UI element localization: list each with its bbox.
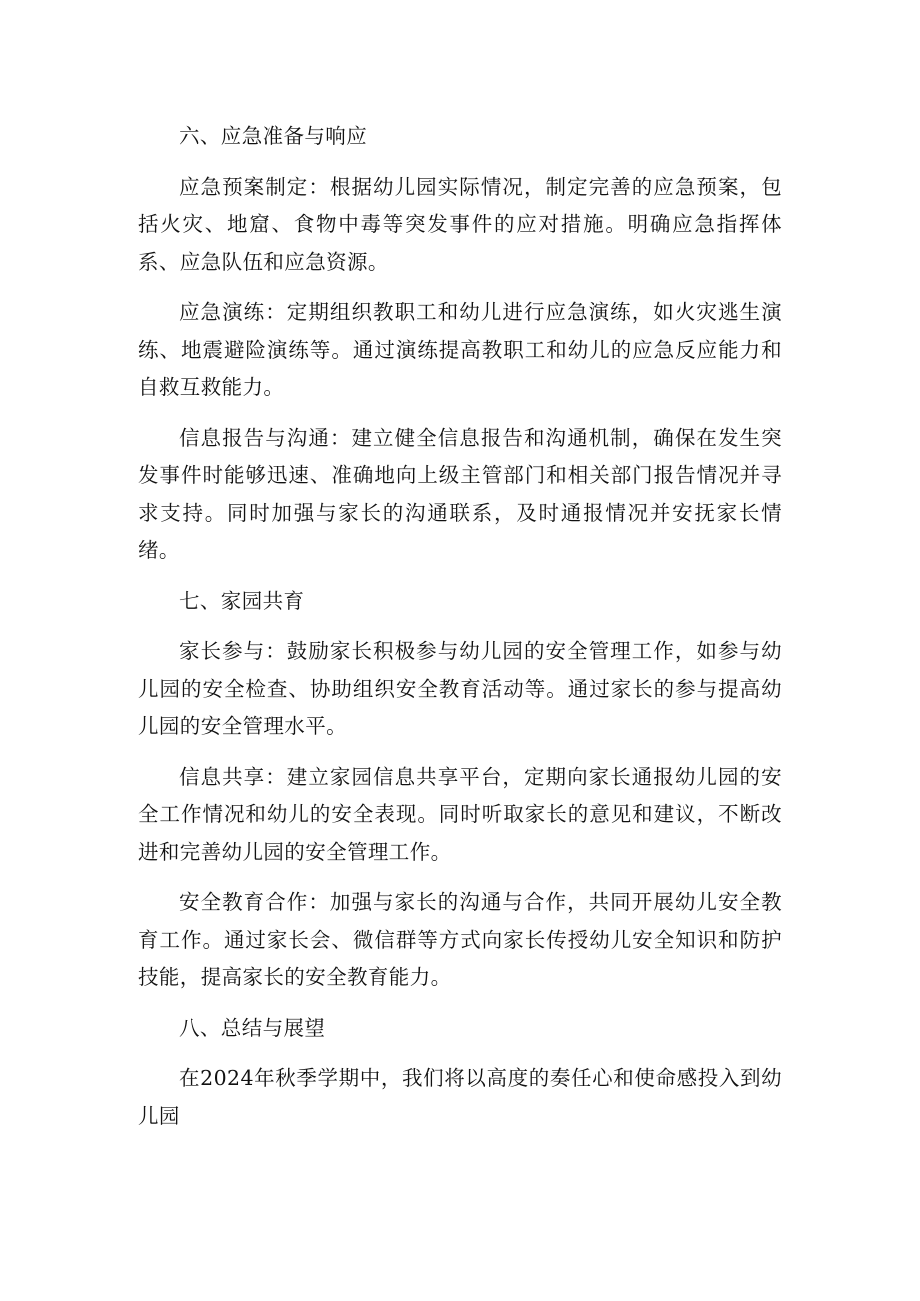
paragraph: 在2024年秋季学期中，我们将以高度的奏任心和使命感投入到幼儿园 — [138, 1066, 782, 1128]
paragraph: 信息报告与沟通：建立健全信息报告和沟通机制，确保在发生突发事件时能够迅速、准确地向上级主管部门和相关部门报告情况并寻求支持。同时加强与家长的沟通联系，及时通报情况并安抚家长情绪。 — [138, 425, 782, 562]
section-heading: 七、家园共育 — [179, 588, 305, 613]
paragraph: 应急演练：定期组织教职工和幼儿进行应急演练，如火灾逃生演练、地震避险演练等。通过演练提高教职工和幼儿的应急反应能力和自救互救能力。 — [138, 300, 782, 399]
paragraph: 应急预案制定：根据幼儿园实际情况，制定完善的应急预案，包括火灾、地窟、食物中毒等突发事件的应对措施。明确应急指挥体系、应急队伍和应急资源。 — [138, 174, 782, 274]
paragraph: 家长参与：鼓励家长积极参与幼儿园的安全管理工作，如参与幼儿园的安全检查、协助组织安全教育活动等。通过家长的参与提高幼儿园的安全管理水平。 — [138, 639, 782, 738]
paragraph: 安全教育合作：加强与家长的沟通与合作，共同开展幼儿安全教育工作。通过家长会、微信群等方式向家长传授幼儿安全知识和防护技能，提高家长的安全教育能力。 — [138, 890, 782, 989]
paragraph: 信息共享：建立家园信息共享平台，定期向家长通报幼儿园的安全工作情况和幼儿的安全表现。同时听取家长的意见和建议，不断改进和完善幼儿园的安全管理工作。 — [138, 764, 782, 864]
section-heading: 八、总结与展望 — [179, 1015, 326, 1040]
document-page — [138, 118, 782, 1135]
section-heading: 六、应急准备与响应 — [179, 124, 368, 148]
